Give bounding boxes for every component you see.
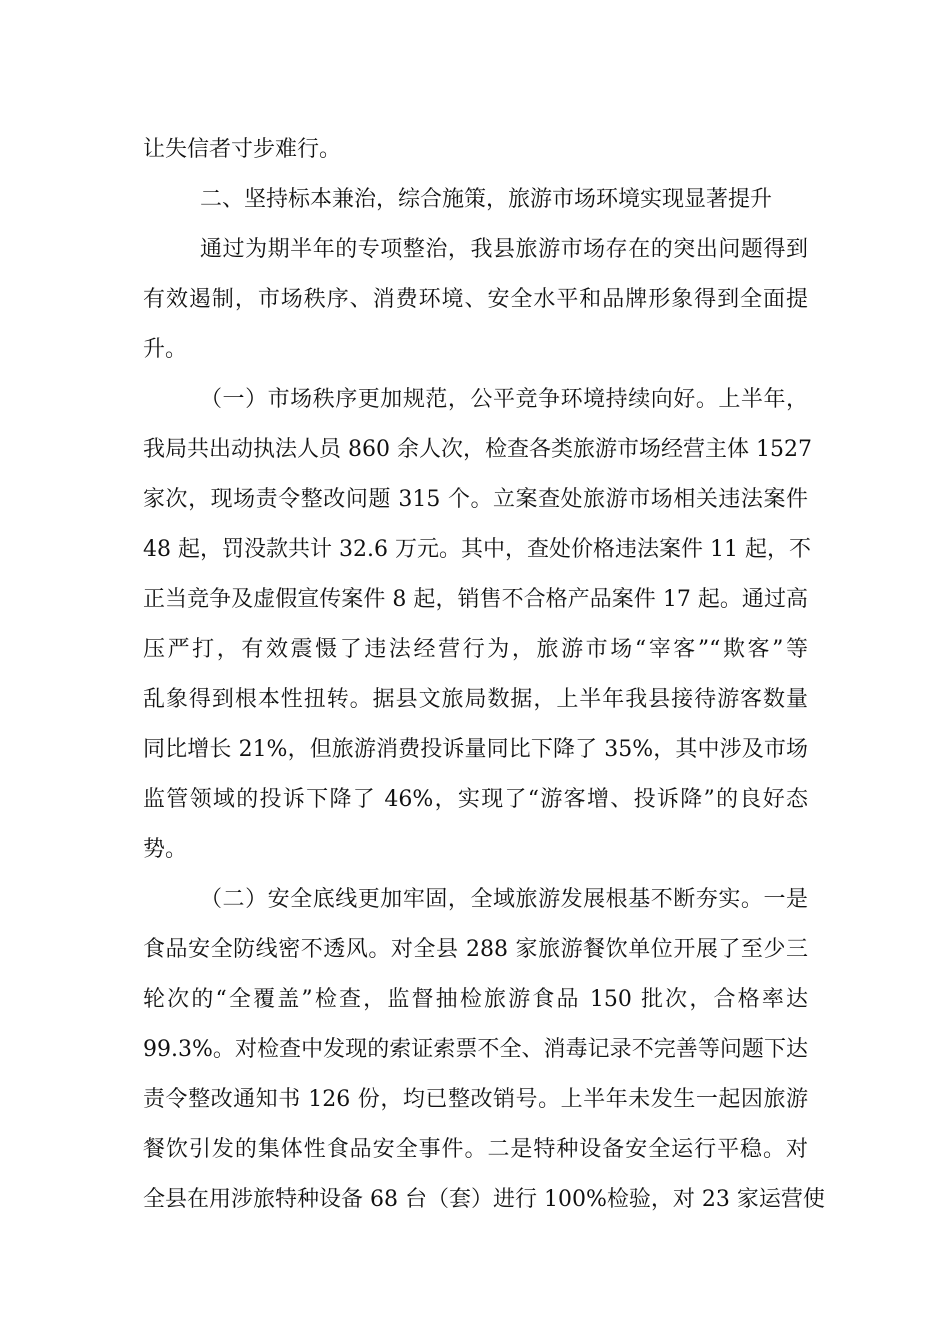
text-line: 通过为期半年的专项整治，我县旅游市场存在的突出问题得到 [200,237,808,262]
section-heading: 二、坚持标本兼治，综合施策，旅游市场环境实现显著提升 [200,187,773,212]
text-line: 我局共出动执法人员 860 余人次，检查各类旅游市场经营主体 1527 [143,437,812,462]
text-line: 乱象得到根本性扭转。据县文旅局数据，上半年我县接待游客数量 [143,687,808,712]
text-line: 势。 [143,837,188,862]
text-line: 家次，现场责令整改问题 315 个。立案查处旅游市场相关违法案件 [143,487,808,512]
text-line: 食品安全防线密不透风。对全县 288 家旅游餐饮单位开展了至少三 [143,937,808,962]
text-line: 有效遏制，市场秩序、消费环境、安全水平和品牌形象得到全面提 [143,287,808,312]
text-line: 轮次的“全覆盖”检查，监督抽检旅游食品 150 批次，合格率达 [143,987,808,1012]
text-line: 正当竞争及虚假宣传案件 8 起，销售不合格产品案件 17 起。通过高 [143,587,808,612]
text-line: 责令整改通知书 126 份，均已整改销号。上半年未发生一起因旅游 [143,1087,808,1112]
text-line: 让失信者寸步难行。 [143,137,342,162]
text-line: 全县在用涉旅特种设备 68 台（套）进行 100%检验，对 23 家运营使 [143,1187,825,1212]
text-line: 99.3%。对检查中发现的索证索票不全、消毒记录不完善等问题下达 [143,1037,808,1062]
text-line: 压严打，有效震慑了违法经营行为，旅游市场“宰客”“欺客”等 [143,637,808,662]
text-line: 监管领域的投诉下降了 46%，实现了“游客增、投诉降”的良好态 [143,787,808,812]
text-line: 48 起，罚没款共计 32.6 万元。其中，查处价格违法案件 11 起，不 [143,537,811,562]
text-line: 餐饮引发的集体性食品安全事件。二是特种设备安全运行平稳。对 [143,1137,808,1162]
subsection-heading-line: （二）安全底线更加牢固，全域旅游发展根基不断夯实。一是 [200,887,808,912]
text-line: 升。 [143,337,188,362]
subsection-heading-line: （一）市场秩序更加规范，公平竞争环境持续向好。上半年， [200,387,808,412]
text-line: 同比增长 21%，但旅游消费投诉量同比下降了 35%，其中涉及市场 [143,737,808,762]
